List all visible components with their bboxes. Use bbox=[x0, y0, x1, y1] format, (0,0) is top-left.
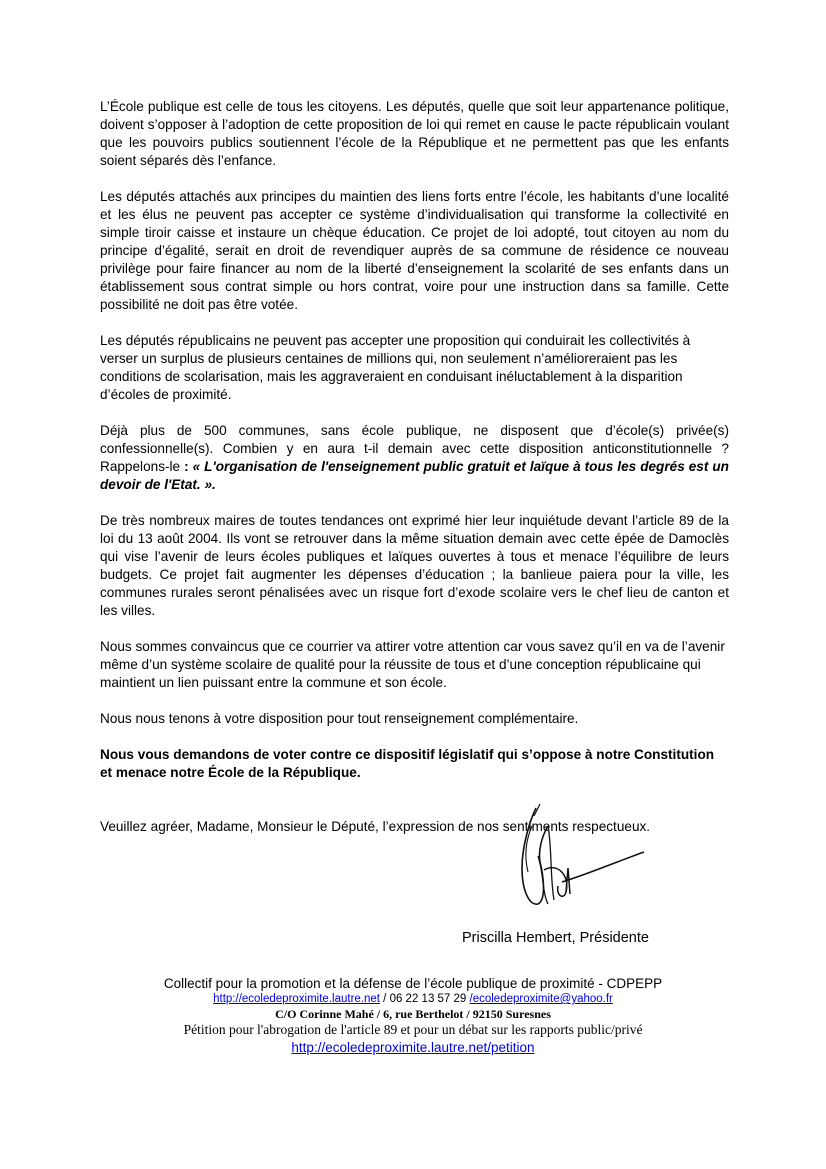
signer-name: Priscilla Hembert, Présidente bbox=[462, 930, 649, 946]
footer-petition: Pétition pour l'abrogation de l'article 89 et pour un débat sur les rapports public/privé bbox=[183, 1022, 643, 1037]
phone-number: / 06 22 13 57 29 bbox=[379, 993, 470, 1005]
footer-address: C/O Corinne Mahé / 6, rue Berthelot / 92150 Suresnes bbox=[275, 1007, 551, 1021]
website-link[interactable]: http://ecoledeproximite.lautre.net bbox=[213, 993, 380, 1005]
colon: : bbox=[184, 459, 193, 474]
footer-contact bbox=[60, 992, 766, 1007]
paragraph-collectivites: Les députés républicains ne peuvent pas accepter une proposition qui conduirait les collectivités à verser un surplus de plusieurs centaines de millions qui, non seulement n’amélioreraient pas les conditions de scolarisation, mais les aggraveraient en conduisant inéluctablement à la disparition d’écoles de proximité. bbox=[100, 333, 691, 402]
footer-petition-link-wrap bbox=[60, 1039, 766, 1057]
email-link[interactable]: /ecoledeproximite@yahoo.fr bbox=[469, 993, 613, 1005]
paragraph-ecole-publique: L’École publique est celle de tous les citoyens. Les députés, quelle que soit leur appartenance politique, doivent s’opposer à l’adoption de cette proposition de loi qui remet en cause le pacte républicain voulant que les pouvoirs publics soutiennent l’école de la République et ne permettent pas que les enfants soient séparés dès l’enfance. bbox=[100, 99, 729, 168]
closing-formula: Veuillez agréer, Madame, Monsieur le Député, l’expression de nos sentiments respectueux. bbox=[100, 819, 651, 834]
footer bbox=[60, 976, 766, 1057]
letter-body bbox=[100, 98, 729, 854]
paragraph-demande: Nous vous demandons de voter contre ce dispositif législatif qui s’oppose à notre Constitution et menace notre École de la République. bbox=[100, 747, 715, 780]
paragraph-communes bbox=[100, 422, 729, 494]
paragraph-principes: Les députés attachés aux principes du maintien des liens forts entre l’école, les habitants d’une localité et les élus ne peuvent pas accepter ce système d’individualisation qui transforme la collectivité en simple tiroir caisse et instaure un chèque éducation. Ce projet de loi adopté, tout citoyen au nom du principe d’égalité, serait en droit de revendiquer auprès de sa commune de résidence ce nouveau privilège pour faire financer au nom de la liberté d’enseignement la scolarité de ses enfants dans un établissement sous contrat simple ou hors contrat, voire pour une instruction dans sa famille. Cette possibilité ne doit pas être votée. bbox=[100, 189, 729, 312]
paragraph-convaincus: Nous sommes convaincus que ce courrier va attirer votre attention car vous savez qu’il en va de l’avenir même d’un système scolaire de qualité pour la réussite de tous et d’une conception républicaine qui maintient un lien puissant entre la commune et son école. bbox=[100, 639, 725, 690]
paragraph-communes-text: Déjà plus de 500 communes, sans école publique, ne disposent que d’école(s) privée(s) confessionnelle(s). Combien y en aura t-il demain avec cette disposition anticonstitutionnelle ? Rappelons-le bbox=[100, 423, 729, 474]
petition-link[interactable]: http://ecoledeproximite.lautre.net/petition bbox=[291, 1040, 535, 1055]
paragraph-maires: De très nombreux maires de toutes tendances ont exprimé hier leur inquiétude devant l’article 89 de la loi du 13 août 2004. Ils vont se retrouver dans la même situation demain avec cette épée de Damoclès qui vise l’avenir de leurs écoles publiques et laïques ouvertes à tous et menace l’équilibre de leurs budgets. Ce projet fait augmenter les dépenses d’éducation ; la banlieue paiera pour la ville, les communes rurales seront pénalisées avec un risque fort d’exode scolaire vers le chef lieu de canton et les villes. bbox=[100, 513, 729, 618]
footer-organization: Collectif pour la promotion et la défense de l’école publique de proximité - CDPEPP bbox=[163, 976, 663, 991]
paragraph-disposition: Nous nous tenons à votre disposition pour tout renseignement complémentaire. bbox=[100, 711, 579, 726]
signature-icon bbox=[508, 796, 648, 914]
constitution-quote: « L'organisation de l'enseignement public gratuit et laïque à tous les degrés est un devoir de l'Etat. ». bbox=[100, 459, 729, 492]
